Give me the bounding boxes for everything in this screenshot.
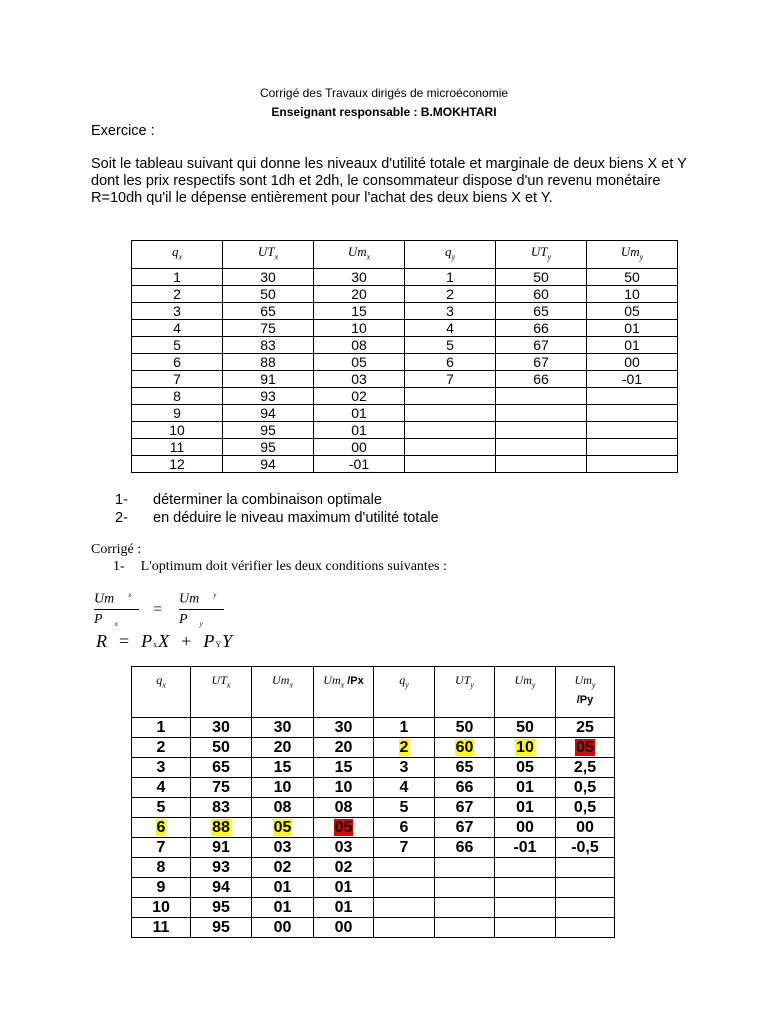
optimum-condition xyxy=(113,559,447,575)
table-cell: 00 xyxy=(252,918,314,938)
table-cell: 11 xyxy=(132,439,223,456)
table-cell: 7 xyxy=(405,371,496,388)
table-cell: 3 xyxy=(132,303,223,320)
table-cell: 6 xyxy=(132,354,223,371)
table-cell xyxy=(496,456,587,473)
fraction-denominator: P xyxy=(94,611,103,627)
highlight-yellow: 88 xyxy=(212,819,230,836)
table-cell: 67 xyxy=(435,798,495,818)
fraction-numerator: Um xyxy=(179,591,200,607)
table-cell: 95 xyxy=(223,439,314,456)
fraction-right xyxy=(179,591,224,628)
table-cell xyxy=(405,439,496,456)
table-cell: 2 xyxy=(132,286,223,303)
table-row xyxy=(132,456,678,473)
table-cell xyxy=(435,738,495,758)
question-number: 2- xyxy=(115,510,128,526)
table-cell: 08 xyxy=(314,798,374,818)
table-cell: 12 xyxy=(132,456,223,473)
table-row xyxy=(132,388,678,405)
table-cell: 01 xyxy=(495,798,556,818)
table-cell xyxy=(587,456,678,473)
header-cell: $q_x$ xyxy=(132,241,223,269)
table-cell: 00 xyxy=(314,918,374,938)
utility-table xyxy=(131,240,678,473)
table-cell: 20 xyxy=(252,738,314,758)
table-row xyxy=(132,439,678,456)
header-cell: $Um_y$ xyxy=(495,667,556,718)
table-cell xyxy=(374,898,435,918)
subscript: y xyxy=(199,620,203,629)
table-cell: 50 xyxy=(435,718,495,738)
solution-table xyxy=(131,666,615,938)
table-cell: 00 xyxy=(495,818,556,838)
document-title: Corrigé des Travaux dirigés de microéconomie xyxy=(259,86,509,100)
header-cell: $q_y$ xyxy=(374,667,435,718)
table-row xyxy=(132,286,678,303)
equals-sign: = xyxy=(153,601,163,618)
table-cell: 02 xyxy=(314,388,405,405)
table-cell xyxy=(587,388,678,405)
table-cell: 65 xyxy=(496,303,587,320)
subscript: x xyxy=(128,591,132,599)
table-cell: 50 xyxy=(496,269,587,286)
quantity-symbol: Y xyxy=(222,631,234,651)
table-cell xyxy=(374,858,435,878)
correction-label: Corrigé : xyxy=(91,542,142,557)
table-cell: 91 xyxy=(191,838,252,858)
table-cell: 30 xyxy=(314,718,374,738)
table-cell: 6 xyxy=(374,818,435,838)
question-text: en déduire le niveau maximum d'utilité totale xyxy=(153,510,439,526)
table-cell xyxy=(374,918,435,938)
table-cell xyxy=(405,388,496,405)
table-cell: 00 xyxy=(587,354,678,371)
table-cell: 94 xyxy=(223,405,314,422)
table-cell: 93 xyxy=(191,858,252,878)
table-cell: 08 xyxy=(314,337,405,354)
table-cell: 75 xyxy=(191,778,252,798)
highlight-yellow: 6 xyxy=(156,819,166,836)
table-row xyxy=(132,918,615,938)
subscript: y xyxy=(213,591,217,599)
table-cell: 9 xyxy=(132,405,223,422)
table-cell: 30 xyxy=(314,269,405,286)
header-cell: $Um_y$ xyxy=(587,241,678,269)
table-cell: 91 xyxy=(223,371,314,388)
table-cell xyxy=(556,918,615,938)
table-cell xyxy=(495,898,556,918)
table-cell: 01 xyxy=(495,778,556,798)
table-cell: 2,5 xyxy=(556,758,615,778)
table-row xyxy=(132,269,678,286)
table-cell: 05 xyxy=(314,354,405,371)
table-cell: 83 xyxy=(223,337,314,354)
income-symbol: R xyxy=(96,631,108,651)
fraction-left xyxy=(94,591,139,628)
table-cell: 01 xyxy=(587,337,678,354)
table-cell: 7 xyxy=(132,371,223,388)
table-cell: 01 xyxy=(314,898,374,918)
equals-sign: = xyxy=(119,631,131,651)
table-cell xyxy=(252,818,314,838)
table-cell: -01 xyxy=(495,838,556,858)
table-row xyxy=(132,718,615,738)
question-list xyxy=(115,491,439,527)
table-row xyxy=(132,878,615,898)
table-cell: 67 xyxy=(435,818,495,838)
budget-constraint xyxy=(96,631,233,652)
table-cell: 67 xyxy=(496,354,587,371)
table-cell: 05 xyxy=(495,758,556,778)
table-cell: 94 xyxy=(191,878,252,898)
table-cell: 5 xyxy=(405,337,496,354)
table-cell: 30 xyxy=(252,718,314,738)
table-cell: 65 xyxy=(435,758,495,778)
table-row xyxy=(132,898,615,918)
table-cell: 11 xyxy=(132,918,191,938)
table-row xyxy=(132,838,615,858)
table-cell: -01 xyxy=(314,456,405,473)
table-cell: 5 xyxy=(132,337,223,354)
table-cell: 60 xyxy=(496,286,587,303)
table-cell: 00 xyxy=(556,818,615,838)
header-cell: $UT_y$ xyxy=(435,667,495,718)
table-cell: 94 xyxy=(223,456,314,473)
header-cell: $UT_x$ xyxy=(223,241,314,269)
table-cell: 25 xyxy=(556,718,615,738)
table-cell xyxy=(132,818,191,838)
condition-number: 1- xyxy=(113,559,125,574)
table-cell xyxy=(435,878,495,898)
table-cell xyxy=(556,898,615,918)
table-row xyxy=(132,798,615,818)
subscript: x xyxy=(114,620,118,629)
header-cell: $Um_x$ xyxy=(252,667,314,718)
header-cell: $Um_x$ xyxy=(314,241,405,269)
table-cell: 95 xyxy=(191,918,252,938)
table-cell xyxy=(556,878,615,898)
plus-sign: + xyxy=(181,631,193,651)
table-cell: 88 xyxy=(223,354,314,371)
condition-text: L'optimum doit vérifier les deux conditions suivantes : xyxy=(140,559,447,574)
table-cell: 03 xyxy=(314,371,405,388)
table-cell: 6 xyxy=(405,354,496,371)
table-cell: 5 xyxy=(374,798,435,818)
table-cell: 66 xyxy=(496,320,587,337)
table-cell: 8 xyxy=(132,858,191,878)
table-cell: 0,5 xyxy=(556,778,615,798)
table-cell: 7 xyxy=(374,838,435,858)
table-cell: 5 xyxy=(132,798,191,818)
table-cell xyxy=(405,456,496,473)
table-cell xyxy=(496,439,587,456)
table-cell xyxy=(587,422,678,439)
header-cell: $Um_x$ /Px xyxy=(314,667,374,718)
table-cell: 15 xyxy=(314,758,374,778)
subscript: Y xyxy=(215,640,223,649)
table-cell: 3 xyxy=(405,303,496,320)
table-cell: 05 xyxy=(587,303,678,320)
table-cell: 1 xyxy=(132,718,191,738)
table-row xyxy=(132,320,678,337)
header-cell: $UT_y$ xyxy=(496,241,587,269)
fraction-numerator: Um xyxy=(94,591,115,607)
fraction-denominator: P xyxy=(179,611,188,627)
table-cell: 75 xyxy=(223,320,314,337)
question-text: déterminer la combinaison optimale xyxy=(153,492,382,508)
table-cell xyxy=(374,878,435,898)
table-cell xyxy=(191,818,252,838)
table-cell: 7 xyxy=(132,838,191,858)
table-cell: 66 xyxy=(496,371,587,388)
price-symbol: P xyxy=(141,631,154,651)
table-cell xyxy=(495,918,556,938)
table-cell: 03 xyxy=(252,838,314,858)
table-cell xyxy=(495,858,556,878)
table-cell: 4 xyxy=(132,320,223,337)
table-cell xyxy=(405,405,496,422)
table-cell: 10 xyxy=(587,286,678,303)
table-cell xyxy=(374,738,435,758)
table-cell xyxy=(435,898,495,918)
table-cell: 2 xyxy=(405,286,496,303)
table-cell: 1 xyxy=(405,269,496,286)
table-cell: 67 xyxy=(496,337,587,354)
table-cell: 66 xyxy=(435,778,495,798)
table-cell: 9 xyxy=(132,878,191,898)
table-cell: 30 xyxy=(223,269,314,286)
question-number: 1- xyxy=(115,492,128,508)
table-cell xyxy=(495,878,556,898)
table-cell: 10 xyxy=(314,320,405,337)
table-row xyxy=(132,405,678,422)
table-cell: 2 xyxy=(132,738,191,758)
highlight-yellow: 2 xyxy=(399,739,409,756)
question-item xyxy=(115,509,439,527)
table-cell: 3 xyxy=(132,758,191,778)
table-cell xyxy=(556,738,615,758)
highlight-yellow: 05 xyxy=(273,819,292,836)
table-cell: 50 xyxy=(191,738,252,758)
highlight-yellow: 60 xyxy=(455,739,474,756)
table-row xyxy=(132,303,678,320)
table-row xyxy=(132,337,678,354)
table-cell: 0,5 xyxy=(556,798,615,818)
table-cell: 50 xyxy=(223,286,314,303)
header-cell: $UT_x$ xyxy=(191,667,252,718)
table-row xyxy=(132,818,615,838)
table-row xyxy=(132,738,615,758)
table-cell xyxy=(435,858,495,878)
table-cell: 15 xyxy=(314,303,405,320)
table-cell: 50 xyxy=(587,269,678,286)
table-cell: 93 xyxy=(223,388,314,405)
table-cell: 20 xyxy=(314,738,374,758)
table-cell xyxy=(587,405,678,422)
teacher-name: Enseignant responsable : B.MOKHTARI xyxy=(271,105,497,119)
table-cell: 01 xyxy=(252,898,314,918)
table-cell: 65 xyxy=(223,303,314,320)
header-cell: $q_x$ xyxy=(132,667,191,718)
subscript: x xyxy=(153,640,159,649)
table-row xyxy=(132,422,678,439)
table-cell: 4 xyxy=(405,320,496,337)
table-cell: -01 xyxy=(587,371,678,388)
table-cell: 3 xyxy=(374,758,435,778)
table-cell: 02 xyxy=(252,858,314,878)
highlight-red: 05 xyxy=(576,739,594,756)
table-row xyxy=(132,778,615,798)
table-cell xyxy=(496,388,587,405)
table-cell: 08 xyxy=(252,798,314,818)
table-cell xyxy=(587,439,678,456)
table-cell xyxy=(496,422,587,439)
table-cell: 4 xyxy=(374,778,435,798)
table-cell xyxy=(496,405,587,422)
table-cell: -0,5 xyxy=(556,838,615,858)
table-cell: 10 xyxy=(314,778,374,798)
exercise-statement: Soit le tableau suivant qui donne les niveaux d'utilité totale et marginale de deux biens X et Y dont les prix respectifs sont 1dh et 2dh, le consommateur dispose d'un revenu monétaire R=10dh qu'il le dépense entièrement pour l'achat des deux biens X et Y. xyxy=(91,156,687,206)
table-cell: 01 xyxy=(314,405,405,422)
quantity-symbol: X xyxy=(158,631,171,651)
table-cell: 95 xyxy=(223,422,314,439)
table-cell xyxy=(495,738,556,758)
table-cell xyxy=(435,918,495,938)
table-cell xyxy=(314,818,374,838)
table-cell: 50 xyxy=(495,718,556,738)
table-cell: 15 xyxy=(252,758,314,778)
table-row xyxy=(132,371,678,388)
table-cell xyxy=(556,858,615,878)
table-cell xyxy=(405,422,496,439)
table-cell: 10 xyxy=(132,898,191,918)
table-cell: 8 xyxy=(132,388,223,405)
table-cell: 1 xyxy=(132,269,223,286)
table-cell: 95 xyxy=(191,898,252,918)
highlight-yellow: 10 xyxy=(516,739,534,756)
table-cell: 01 xyxy=(252,878,314,898)
table-cell: 03 xyxy=(314,838,374,858)
header-cell: $Um_y$ /Py xyxy=(556,667,615,718)
header-cell: $q_y$ xyxy=(405,241,496,269)
highlight-red: 05 xyxy=(334,819,353,836)
table-cell: 10 xyxy=(252,778,314,798)
table-cell: 02 xyxy=(314,858,374,878)
table-row xyxy=(132,354,678,371)
price-symbol: P xyxy=(203,631,216,651)
table-cell: 1 xyxy=(374,718,435,738)
table-cell: 00 xyxy=(314,439,405,456)
table-cell: 30 xyxy=(191,718,252,738)
table-cell: 66 xyxy=(435,838,495,858)
table-row xyxy=(132,758,615,778)
table-cell: 20 xyxy=(314,286,405,303)
table-cell: 01 xyxy=(587,320,678,337)
table-cell: 83 xyxy=(191,798,252,818)
question-item xyxy=(115,491,439,509)
table-cell: 10 xyxy=(132,422,223,439)
table-cell: 4 xyxy=(132,778,191,798)
table-row xyxy=(132,858,615,878)
table-cell: 01 xyxy=(314,878,374,898)
exercise-label: Exercice : xyxy=(91,123,155,139)
table-cell: 01 xyxy=(314,422,405,439)
table-cell: 65 xyxy=(191,758,252,778)
